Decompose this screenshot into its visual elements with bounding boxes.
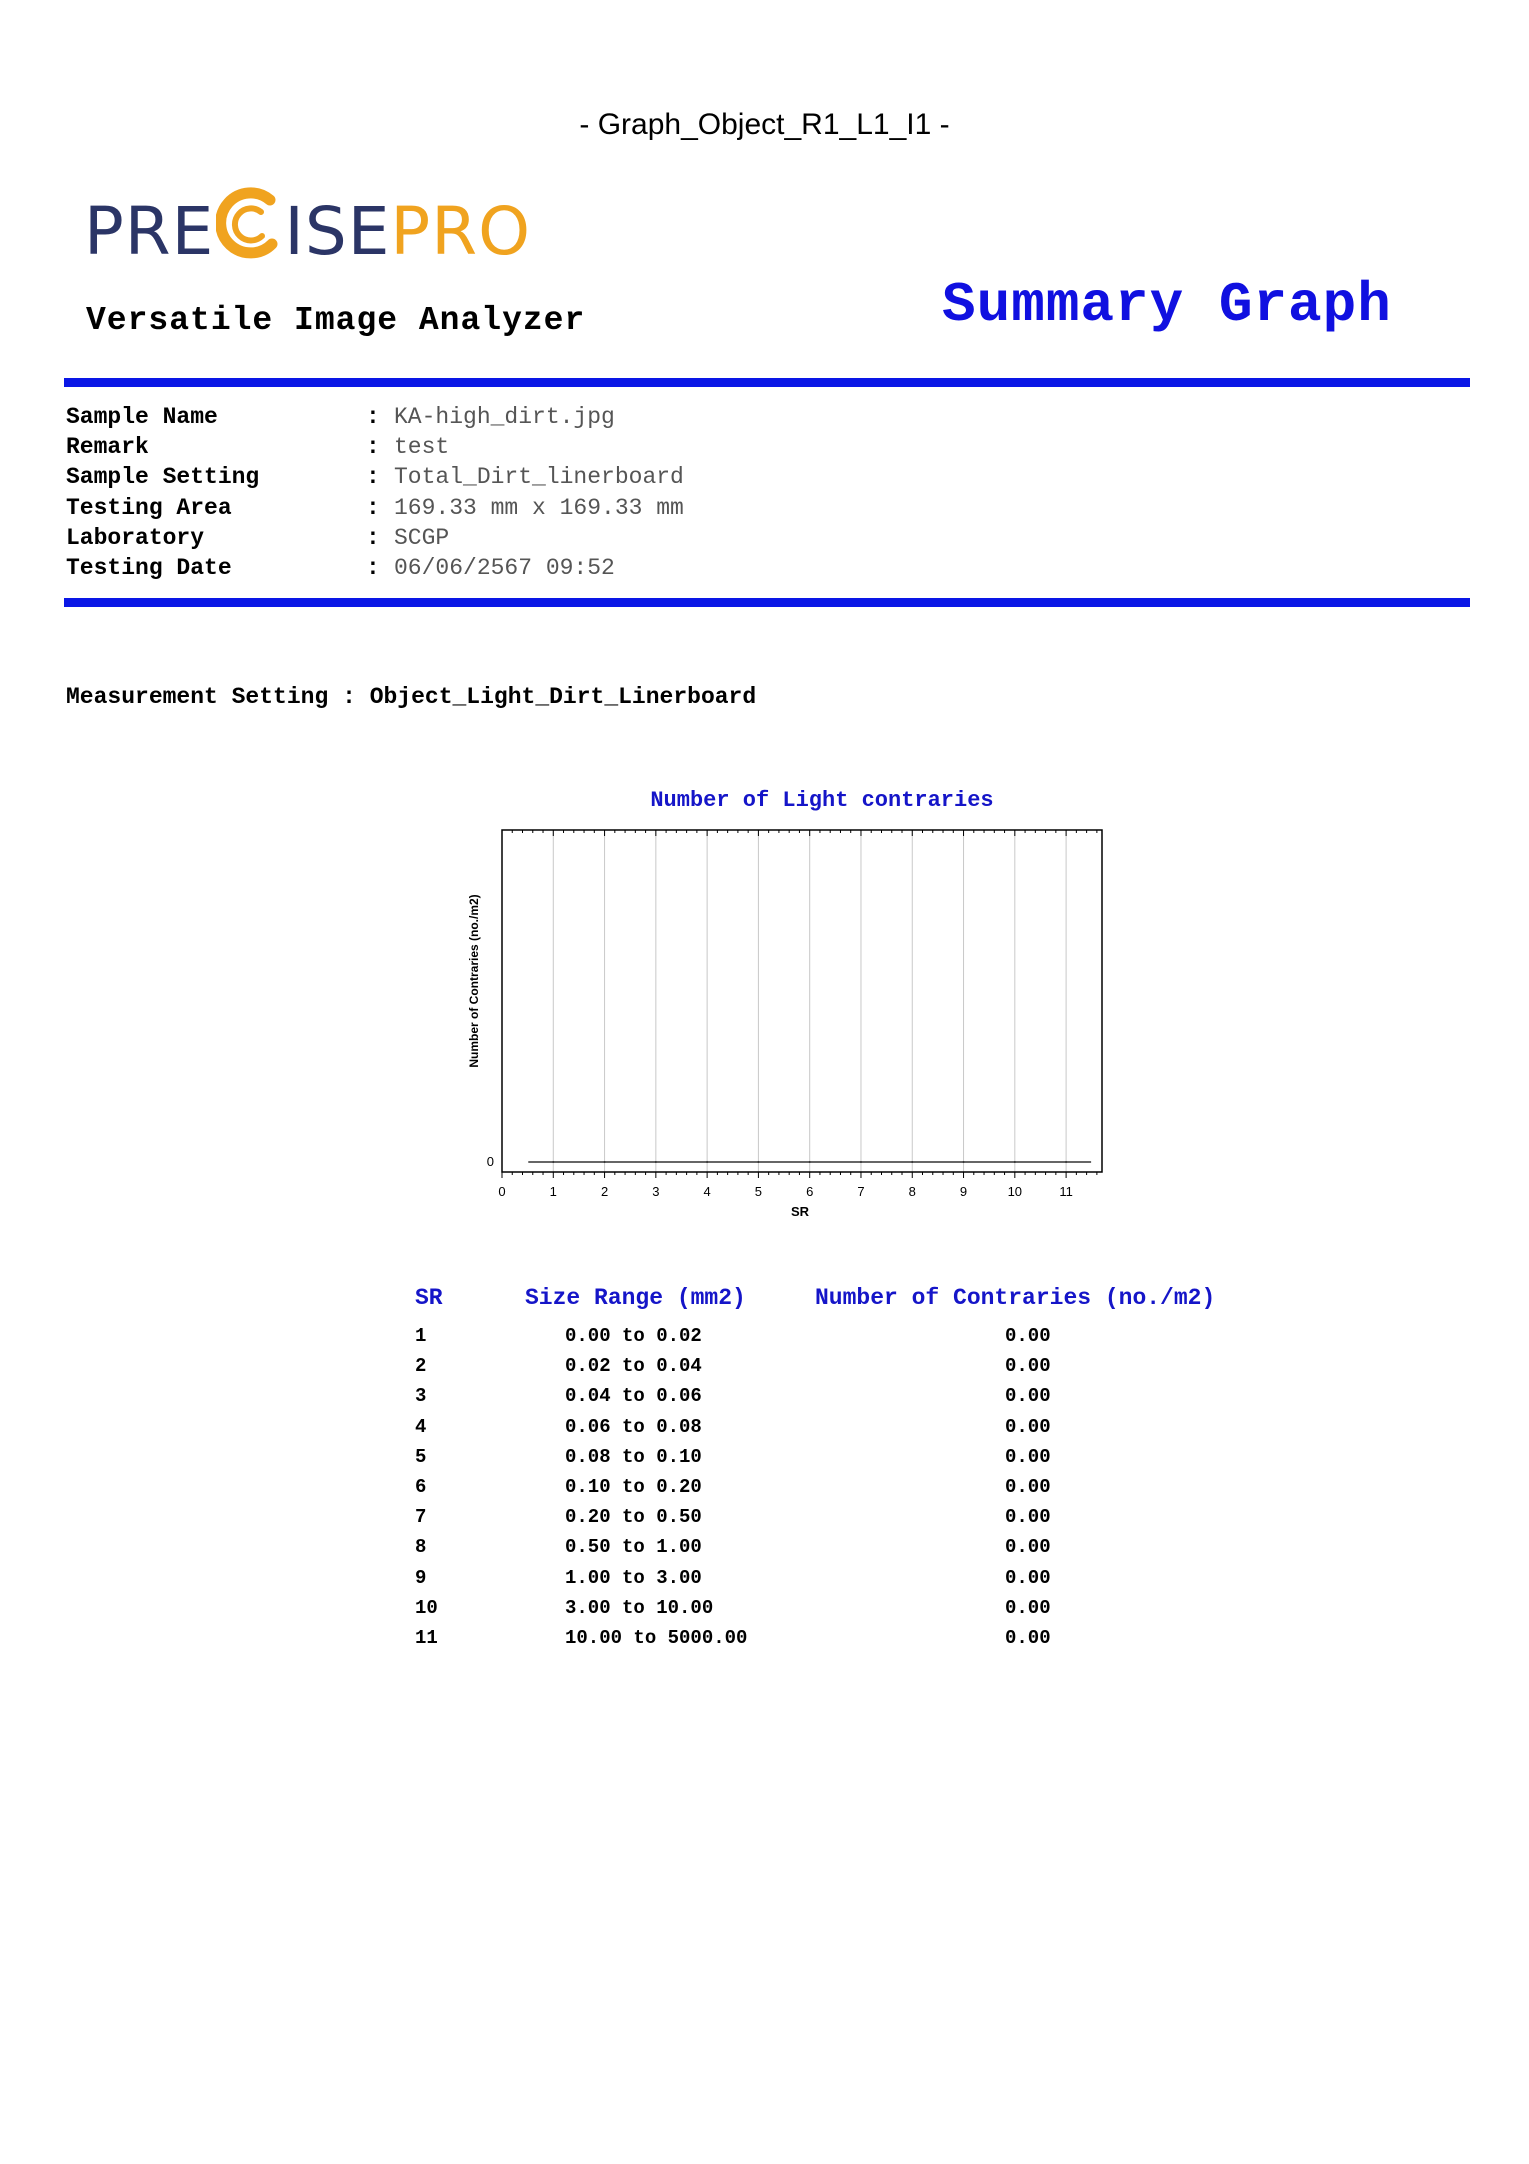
info-row [66, 432, 684, 462]
cell-sr: 5 [415, 1445, 427, 1468]
info-label: Laboratory [66, 524, 205, 551]
summary-graph-title: Summary Graph [942, 273, 1392, 337]
chart-x-tick-label: 5 [754, 1184, 763, 1199]
chart-x-tick-label: 8 [908, 1184, 916, 1199]
cell-size-range: 0.00 to 0.02 [565, 1325, 702, 1347]
table-row [415, 1623, 1245, 1653]
info-row [66, 553, 684, 583]
cell-sr: 2 [415, 1355, 427, 1378]
header-sr: SR [415, 1285, 443, 1311]
cell-number-contraries: 0.00 [1005, 1566, 1051, 1589]
chart-data-point [757, 1161, 759, 1163]
chart-y-tick-label: 0 [486, 1154, 494, 1169]
info-value: test [394, 434, 450, 461]
cell-number-contraries: 0.00 [1005, 1626, 1051, 1649]
chart-x-tick-label: 4 [703, 1184, 711, 1199]
chart-x-axis-label: SR [790, 1204, 810, 1219]
contraries-chart [450, 780, 1130, 1240]
chart-svg [450, 780, 1130, 1240]
table-body [415, 1321, 1245, 1653]
cell-number-contraries: 0.00 [1005, 1325, 1051, 1347]
cell-sr: 3 [415, 1385, 427, 1408]
chart-x-tick-label: 9 [959, 1184, 968, 1199]
table-row [415, 1351, 1245, 1381]
table-row [415, 1502, 1245, 1532]
cell-number-contraries: 0.00 [1005, 1536, 1051, 1559]
info-label: Sample Name [66, 404, 218, 430]
cell-number-contraries: 0.00 [1005, 1506, 1051, 1529]
table-row [415, 1321, 1245, 1351]
cell-size-range: 1.00 to 3.00 [565, 1566, 702, 1589]
header-divider-top [64, 378, 1470, 387]
info-row [66, 402, 684, 432]
chart-data-point [655, 1161, 657, 1163]
cell-sr: 9 [415, 1566, 427, 1589]
info-colon: : [366, 555, 380, 582]
page-header: - Graph_Object_R1_L1_I1 - [579, 108, 950, 141]
chart-x-tick-label: 0 [498, 1184, 506, 1199]
info-label: Remark [66, 434, 149, 461]
chart-data-point [809, 1161, 811, 1163]
table-row [415, 1472, 1245, 1502]
info-label: Testing Area [66, 494, 232, 521]
table-row [415, 1412, 1245, 1442]
cell-number-contraries: 0.00 [1005, 1415, 1051, 1438]
cell-number-contraries: 0.00 [1005, 1385, 1051, 1408]
chart-x-tick-label: 6 [806, 1184, 814, 1199]
info-value: SCGP [394, 524, 450, 551]
info-row [66, 523, 684, 553]
info-value: Total_Dirt_linerboard [394, 464, 684, 491]
chart-y-axis-label: Number of Contraries (no./m2) [467, 894, 481, 1068]
table-row [415, 1563, 1245, 1593]
info-label: Testing Date [66, 555, 232, 582]
cell-sr: 8 [415, 1536, 427, 1559]
info-colon: : [366, 494, 380, 521]
info-colon: : [366, 434, 380, 461]
info-value: 06/06/2567 09:52 [394, 555, 615, 582]
info-value: KA-high_dirt.jpg [394, 404, 615, 430]
measurement-setting-label: Measurement Setting [66, 684, 329, 710]
chart-data-point [963, 1161, 965, 1163]
chart-x-tick-label: 11 [1059, 1184, 1073, 1199]
cell-number-contraries: 0.00 [1005, 1475, 1051, 1498]
header-divider-bottom [64, 598, 1470, 607]
chart-data-point [552, 1161, 554, 1163]
cell-size-range: 3.00 to 10.00 [565, 1596, 714, 1619]
measurement-setting [66, 684, 756, 710]
cell-number-contraries: 0.00 [1005, 1596, 1051, 1619]
chart-x-tick-label: 7 [857, 1184, 865, 1199]
chart-plot-frame [502, 830, 1102, 1172]
header-size-range: Size Range (mm2) [525, 1285, 746, 1311]
app-subtitle: Versatile Image Analyzer [86, 302, 586, 339]
logo-text-pre: PRE [84, 193, 215, 270]
chart-title: Number of Light contraries [650, 788, 994, 813]
cell-sr: 10 [415, 1596, 438, 1619]
chart-x-tick-label: 1 [549, 1184, 557, 1199]
chart-data-point [1014, 1161, 1016, 1163]
cell-sr: 11 [415, 1626, 438, 1649]
chart-data-point [911, 1161, 913, 1163]
info-colon: : [366, 404, 380, 430]
info-row [66, 462, 684, 492]
chart-x-tick-label: 10 [1007, 1184, 1023, 1199]
chart-data-point [706, 1161, 708, 1163]
table-header-row [415, 1285, 1245, 1321]
table-row [415, 1381, 1245, 1411]
measurement-colon: : [342, 684, 356, 710]
info-label: Sample Setting [66, 464, 260, 491]
cell-size-range: 0.02 to 0.04 [565, 1355, 702, 1378]
logo-c-swirl-icon [216, 186, 282, 262]
cell-sr: 4 [415, 1415, 427, 1438]
info-colon: : [366, 524, 380, 551]
cell-size-range: 0.04 to 0.06 [565, 1385, 702, 1408]
table-row [415, 1593, 1245, 1623]
cell-size-range: 10.00 to 5000.00 [565, 1626, 748, 1649]
cell-sr: 7 [415, 1506, 427, 1529]
chart-x-tick-label: 2 [600, 1184, 609, 1199]
sample-info-block [66, 402, 684, 583]
table-row [415, 1532, 1245, 1562]
cell-size-range: 0.20 to 0.50 [565, 1506, 702, 1529]
info-value: 169.33 mm x 169.33 mm [394, 494, 684, 521]
logo-text-ise: ISE [284, 193, 391, 270]
cell-number-contraries: 0.00 [1005, 1355, 1051, 1378]
info-row [66, 493, 684, 523]
header-number-contraries: Number of Contraries (no./m2) [815, 1285, 1216, 1311]
logo-text-pro: PRO [390, 193, 532, 270]
chart-data-point [604, 1161, 606, 1163]
cell-size-range: 0.50 to 1.00 [565, 1536, 702, 1559]
cell-size-range: 0.10 to 0.20 [565, 1475, 702, 1498]
table-row [415, 1442, 1245, 1472]
cell-size-range: 0.08 to 0.10 [565, 1445, 702, 1468]
cell-number-contraries: 0.00 [1005, 1445, 1051, 1468]
chart-x-tick-label: 3 [652, 1184, 660, 1199]
info-colon: : [366, 464, 380, 491]
cell-sr: 1 [415, 1325, 427, 1347]
chart-data-point [1065, 1161, 1067, 1163]
cell-size-range: 0.06 to 0.08 [565, 1415, 702, 1438]
precisepro-logo [84, 186, 614, 296]
measurement-setting-value: Object_Light_Dirt_Linerboard [369, 684, 757, 710]
chart-data-point [860, 1161, 862, 1163]
cell-sr: 6 [415, 1475, 427, 1498]
size-range-table [415, 1285, 1245, 1653]
